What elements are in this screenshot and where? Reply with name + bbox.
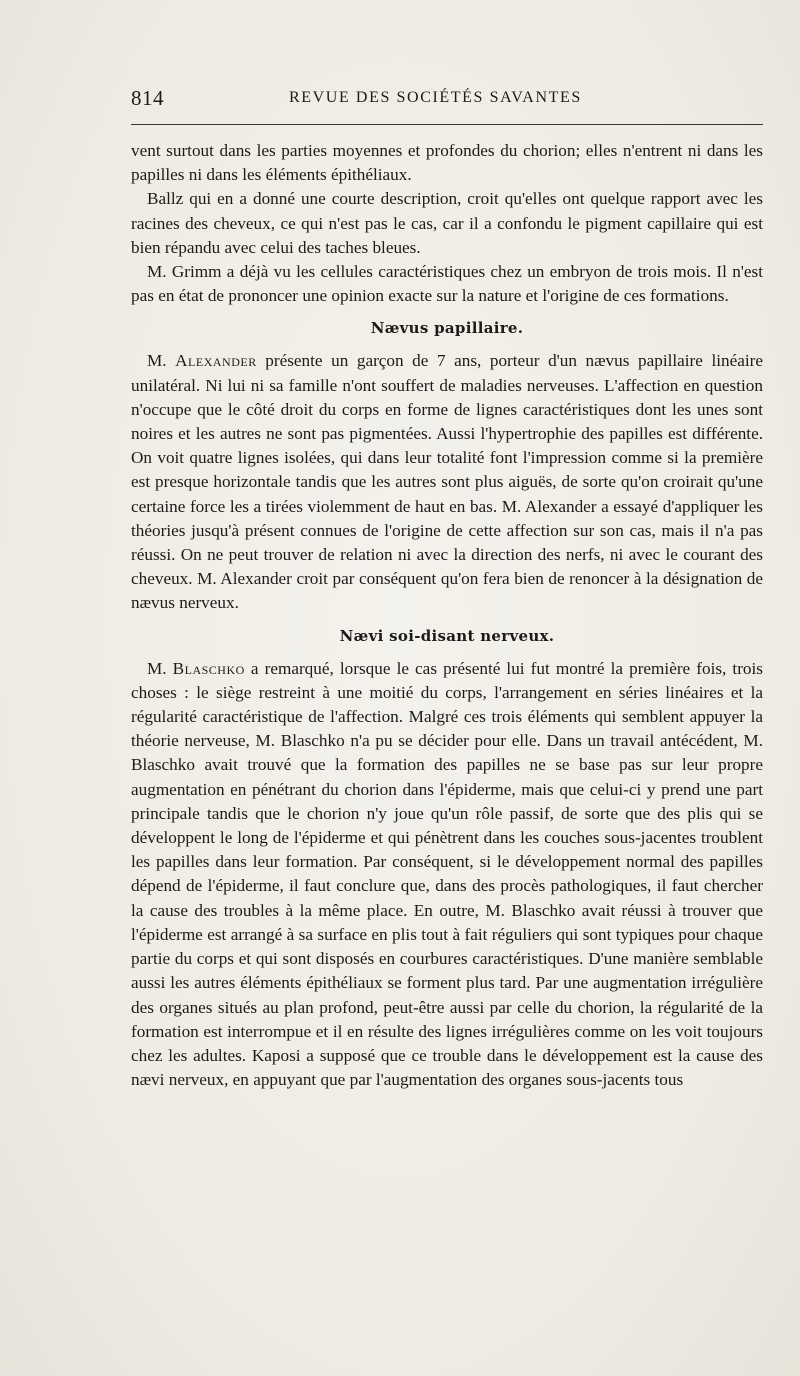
paragraph-5-text: a remarqué, lorsque le cas présenté lui fut montré la première fois, trois choses : le siège restreint à une moitié du corps, l'arrangement en séries linéaires et la régularité caractéristique de l'affection. Malgré ces trois éléments qui semblent appuyer la théorie nerveuse, M. Blaschko n'a pu se décider pour elle. Dans un travail antécédent, M. Blaschko avait trouvé que la formation des papilles ne se base pas sur leur propre augmentation en pénétrant du chorion dans l'épiderme, mais que celui-ci y prend une part principale tandis que le chorion n'y joue qu'un rôle passif, de sorte que des plis qui se développent le long de l'épiderme et qui pénètrent dans les couches sous-jacentes troublent les papilles dans leur formation. Par conséquent, si le développement normal des papilles dépend de l'épiderme, il faut conclure que, dans des procès pathologiques, il faut chercher la cause des troubles à la même place. En outre, M. Blaschko avait réussi à trouver que l'épiderme est arrangé à sa surface en plis tout à fait réguliers qui sont typiques pour chaque partie du corps et qui sont disposés en courbures caractéristiques. D'une manière semblable aussi les autres éléments épithéliaux se forment plus tard. Par une augmentation irrégulière des organes situés au plan profond, peut-être aussi par celle du chorion, la régularité de la formation est interrompue et il en résulte des lignes irrégulières comme on les voit toujours chez les adultes. Kaposi a supposé que ce trouble dans le développement est la cause des nævi nerveux, en appuyant que par l'augmentation des organes sous-jacents tous [131, 658, 763, 1090]
paragraph-1: vent surtout dans les parties moyennes et profondes du chorion; elles n'entrent ni dans les papilles ni dans les éléments épithéliaux. [131, 141, 763, 185]
running-title: REVUE DES SOCIÉTÉS SAVANTES [289, 89, 582, 106]
section-heading-naevus-papillaire: Nævus papillaire. [370, 319, 524, 338]
paragraph-5 [131, 657, 763, 1093]
paragraph-3: M. Grimm a déjà vu les cellules caractéristiques chez un embryon de trois mois. Il n'est pas en état de prononcer une opinion exacte sur la nature et l'origine de ces formations. [131, 262, 763, 306]
page-header [131, 86, 763, 114]
paragraph-5-prefix: M. [147, 658, 173, 678]
section-heading-naevi-nerveux: Nævi soi-disant nerveux. [339, 626, 555, 645]
header-rule [131, 124, 763, 125]
paragraph-4 [131, 349, 763, 615]
paragraph-4-prefix: M. [147, 351, 176, 371]
paragraph-4-text: présente un garçon de 7 ans, porteur d'un nævus papillaire linéaire unilatéral. Ni lui ni sa famille n'ont souffert de maladies nerveuses. L'affection en question n'occupe que le côté droit du corps en forme de lignes caractéristiques dont les unes sont noires et les autres ne sont pas pigmentées. Aussi l'hypertrophie des papilles est différente. On voit quatre lignes isolées, qui dans leur totalité font l'impression comme si la première est presque horizontale tandis que les autres sont plus aiguës, de sorte qu'on croirait qu'une certaine force les a tirées violemment de haut en bas. M. Alexander a essayé d'appliquer les théories jusqu'à présent connues de l'origine de cette affection sur son cas, mais il n'a pas réussi. On ne peut trouver de relation ni avec la direction des nerfs, ni avec le courant des cheveux. M. Alexander croit par conséquent qu'on fera bien de renoncer à la désignation de nævus nerveux. [131, 351, 763, 613]
body-text [131, 139, 763, 1092]
page-number: 814 [131, 86, 164, 110]
paragraph-2: Ballz qui en a donné une courte description, croit qu'elles ont quelque rapport avec les racines des cheveux, ce qui n'est pas le cas, car il a confondu le pigment capillaire qui est bien répandu avec celui des taches bleues. [131, 189, 763, 257]
author-name-blaschko: Blaschko [172, 658, 245, 678]
author-name-alexander: Alexander [175, 351, 257, 371]
